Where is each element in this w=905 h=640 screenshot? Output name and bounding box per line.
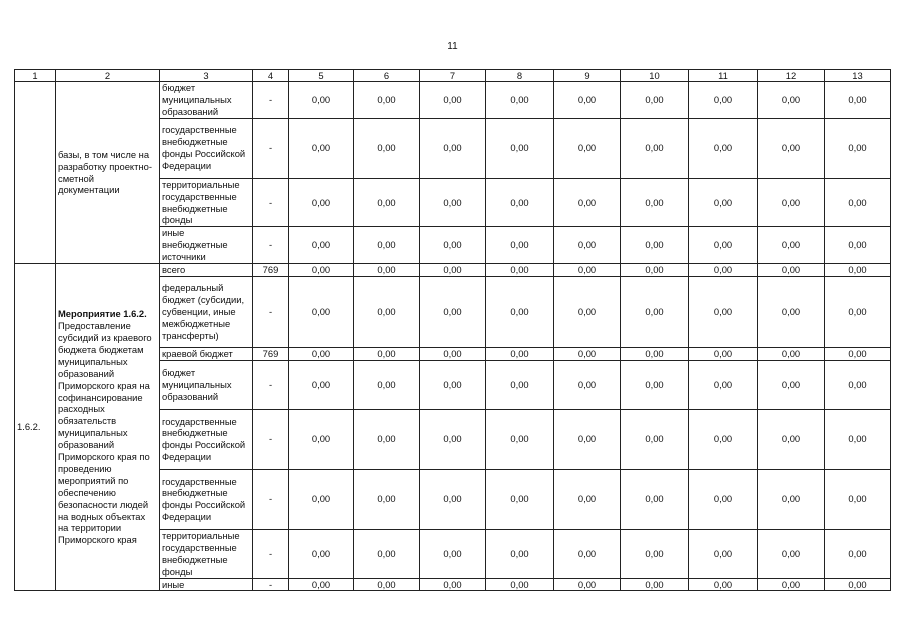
value-cell: 0,00 [758, 276, 825, 347]
value-cell: 0,00 [758, 529, 825, 578]
column-header: 1 [15, 70, 56, 82]
funding-source: иные [160, 578, 253, 591]
funding-source: государственные внебюджетные фонды Российской Федерации [160, 409, 253, 469]
amount-cell: - [253, 529, 289, 578]
value-cell: 0,00 [486, 347, 554, 360]
value-cell: 0,00 [689, 578, 758, 591]
funding-source: государственные внебюджетные фонды Российской Федерации [160, 118, 253, 178]
value-cell: 0,00 [554, 409, 621, 469]
value-cell: 0,00 [554, 469, 621, 529]
value-cell: 0,00 [621, 578, 689, 591]
value-cell: 0,00 [420, 360, 486, 409]
budget-table [14, 69, 891, 591]
value-cell: 0,00 [554, 360, 621, 409]
value-cell: 0,00 [554, 578, 621, 591]
measure-name [56, 82, 160, 264]
value-cell: 0,00 [554, 264, 621, 277]
funding-source: федеральный бюджет (субсидии, субвенции, иные межбюджетные трансферты) [160, 276, 253, 347]
column-header: 6 [354, 70, 420, 82]
value-cell: 0,00 [825, 529, 891, 578]
table-row [15, 264, 891, 277]
value-cell: 0,00 [486, 529, 554, 578]
funding-source: иные внебюджетные источники [160, 227, 253, 264]
column-header: 3 [160, 70, 253, 82]
value-cell: 0,00 [420, 118, 486, 178]
value-cell: 0,00 [758, 178, 825, 227]
value-cell: 0,00 [486, 227, 554, 264]
value-cell: 0,00 [420, 82, 486, 119]
measure-name [56, 264, 160, 591]
value-cell: 0,00 [689, 360, 758, 409]
value-cell: 0,00 [758, 264, 825, 277]
amount-cell: - [253, 578, 289, 591]
value-cell: 0,00 [486, 178, 554, 227]
column-header: 9 [554, 70, 621, 82]
amount-cell: - [253, 469, 289, 529]
value-cell: 0,00 [354, 578, 420, 591]
value-cell: 0,00 [354, 264, 420, 277]
value-cell: 0,00 [486, 82, 554, 119]
value-cell: 0,00 [420, 227, 486, 264]
value-cell: 0,00 [354, 529, 420, 578]
value-cell: 0,00 [621, 264, 689, 277]
measure-description: базы, в том числе на разработку проектно-сметной документации [58, 148, 152, 196]
amount-cell: 769 [253, 347, 289, 360]
value-cell: 0,00 [420, 409, 486, 469]
value-cell: 0,00 [621, 276, 689, 347]
value-cell: 0,00 [289, 227, 354, 264]
value-cell: 0,00 [420, 578, 486, 591]
measure-number [15, 82, 56, 264]
value-cell: 0,00 [554, 82, 621, 119]
value-cell: 0,00 [689, 409, 758, 469]
column-header: 13 [825, 70, 891, 82]
value-cell: 0,00 [758, 82, 825, 119]
value-cell: 0,00 [486, 118, 554, 178]
value-cell: 0,00 [621, 82, 689, 119]
value-cell: 0,00 [825, 227, 891, 264]
funding-source: бюджет муниципальных образований [160, 82, 253, 119]
value-cell: 0,00 [354, 82, 420, 119]
amount-cell: - [253, 276, 289, 347]
value-cell: 0,00 [689, 118, 758, 178]
value-cell: 0,00 [289, 578, 354, 591]
value-cell: 0,00 [621, 118, 689, 178]
value-cell: 0,00 [554, 529, 621, 578]
value-cell: 0,00 [825, 276, 891, 347]
column-header: 4 [253, 70, 289, 82]
value-cell: 0,00 [354, 347, 420, 360]
amount-cell: - [253, 118, 289, 178]
value-cell: 0,00 [825, 264, 891, 277]
value-cell: 0,00 [486, 360, 554, 409]
funding-source: краевой бюджет [160, 347, 253, 360]
amount-cell: 769 [253, 264, 289, 277]
value-cell: 0,00 [289, 347, 354, 360]
value-cell: 0,00 [758, 347, 825, 360]
funding-source: всего [160, 264, 253, 277]
column-header: 8 [486, 70, 554, 82]
value-cell: 0,00 [554, 276, 621, 347]
measure-number: 1.6.2. [15, 264, 56, 591]
value-cell: 0,00 [689, 227, 758, 264]
amount-cell: - [253, 82, 289, 119]
value-cell: 0,00 [689, 469, 758, 529]
value-cell: 0,00 [354, 227, 420, 264]
column-header: 5 [289, 70, 354, 82]
measure-description: Предоставление субсидий из краевого бюджета бюджетам муниципальных образований Приморского края на софинансирование расходных обязательств муниципальных образований Приморского края по проведению мероприятий по обеспечению безопасности людей на водных объектах на территории Приморского края [58, 320, 152, 546]
value-cell: 0,00 [758, 469, 825, 529]
value-cell: 0,00 [289, 469, 354, 529]
value-cell: 0,00 [354, 360, 420, 409]
value-cell: 0,00 [554, 118, 621, 178]
column-header: 12 [758, 70, 825, 82]
page-number: 11 [447, 41, 458, 52]
value-cell: 0,00 [689, 178, 758, 227]
column-header: 7 [420, 70, 486, 82]
value-cell: 0,00 [554, 178, 621, 227]
value-cell: 0,00 [486, 276, 554, 347]
value-cell: 0,00 [621, 178, 689, 227]
value-cell: 0,00 [354, 178, 420, 227]
value-cell: 0,00 [689, 276, 758, 347]
value-cell: 0,00 [354, 469, 420, 529]
value-cell: 0,00 [354, 409, 420, 469]
value-cell: 0,00 [289, 529, 354, 578]
amount-cell: - [253, 360, 289, 409]
column-header: 2 [56, 70, 160, 82]
funding-source: бюджет муниципальных образований [160, 360, 253, 409]
value-cell: 0,00 [420, 529, 486, 578]
value-cell: 0,00 [825, 178, 891, 227]
value-cell: 0,00 [758, 409, 825, 469]
value-cell: 0,00 [758, 360, 825, 409]
value-cell: 0,00 [420, 347, 486, 360]
value-cell: 0,00 [689, 82, 758, 119]
value-cell: 0,00 [621, 409, 689, 469]
amount-cell: - [253, 178, 289, 227]
value-cell: 0,00 [289, 264, 354, 277]
value-cell: 0,00 [689, 529, 758, 578]
column-header-row [15, 70, 891, 82]
funding-source: государственные внебюджетные фонды Российской Федерации [160, 469, 253, 529]
value-cell: 0,00 [289, 82, 354, 119]
value-cell: 0,00 [486, 264, 554, 277]
value-cell: 0,00 [825, 409, 891, 469]
value-cell: 0,00 [621, 347, 689, 360]
value-cell: 0,00 [420, 276, 486, 347]
value-cell: 0,00 [554, 227, 621, 264]
value-cell: 0,00 [758, 118, 825, 178]
value-cell: 0,00 [289, 409, 354, 469]
value-cell: 0,00 [621, 360, 689, 409]
value-cell: 0,00 [621, 469, 689, 529]
value-cell: 0,00 [758, 578, 825, 591]
value-cell: 0,00 [420, 469, 486, 529]
column-header: 11 [689, 70, 758, 82]
value-cell: 0,00 [554, 347, 621, 360]
value-cell: 0,00 [825, 360, 891, 409]
value-cell: 0,00 [289, 360, 354, 409]
column-header: 10 [621, 70, 689, 82]
measure-title: Мероприятие 1.6.2. [58, 308, 147, 320]
value-cell: 0,00 [825, 469, 891, 529]
funding-source: территориальные государственные внебюджетные фонды [160, 178, 253, 227]
value-cell: 0,00 [420, 178, 486, 227]
value-cell: 0,00 [689, 347, 758, 360]
value-cell: 0,00 [486, 469, 554, 529]
amount-cell: - [253, 227, 289, 264]
value-cell: 0,00 [354, 276, 420, 347]
value-cell: 0,00 [689, 264, 758, 277]
value-cell: 0,00 [825, 82, 891, 119]
value-cell: 0,00 [420, 264, 486, 277]
value-cell: 0,00 [825, 347, 891, 360]
value-cell: 0,00 [289, 276, 354, 347]
value-cell: 0,00 [621, 529, 689, 578]
amount-cell: - [253, 409, 289, 469]
value-cell: 0,00 [486, 578, 554, 591]
value-cell: 0,00 [758, 227, 825, 264]
value-cell: 0,00 [486, 409, 554, 469]
funding-source: территориальные государственные внебюджетные фонды [160, 529, 253, 578]
value-cell: 0,00 [621, 227, 689, 264]
table-row [15, 82, 891, 119]
value-cell: 0,00 [354, 118, 420, 178]
value-cell: 0,00 [289, 118, 354, 178]
value-cell: 0,00 [289, 178, 354, 227]
value-cell: 0,00 [825, 118, 891, 178]
value-cell: 0,00 [825, 578, 891, 591]
